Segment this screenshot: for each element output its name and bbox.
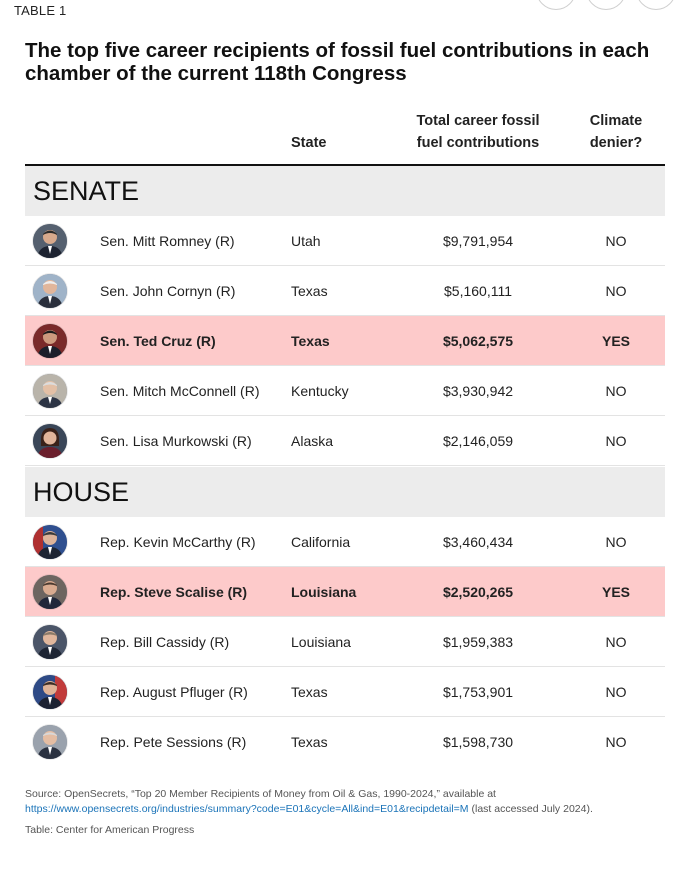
row-state: Texas — [291, 283, 328, 299]
row-state: Louisiana — [291, 584, 357, 600]
row-amount: $1,753,901 — [442, 684, 514, 700]
avatar — [33, 274, 67, 308]
column-header-denier-line2: denier? — [589, 135, 643, 151]
avatar — [33, 725, 67, 759]
avatar — [33, 575, 67, 609]
carousel-control[interactable] — [536, 0, 576, 10]
carousel-control[interactable] — [636, 0, 676, 10]
avatar — [33, 224, 67, 258]
table-row — [25, 416, 665, 466]
row-amount: $2,146,059 — [442, 433, 514, 449]
table-label: TABLE 1 — [14, 3, 67, 18]
source-line — [25, 802, 665, 817]
row-state: Utah — [291, 233, 321, 249]
row-denier: NO — [605, 634, 627, 650]
table-row-highlighted — [25, 316, 665, 366]
row-state: Kentucky — [291, 383, 349, 399]
column-header-state: State — [291, 135, 327, 151]
row-amount: $3,460,434 — [442, 534, 514, 550]
row-state: Texas — [291, 684, 328, 700]
row-amount: $3,930,942 — [442, 383, 514, 399]
column-header-total-line1: Total career fossil — [416, 113, 540, 129]
table-row — [25, 617, 665, 667]
row-name: Rep. Kevin McCarthy (R) — [100, 534, 256, 550]
row-amount: $1,598,730 — [442, 734, 514, 750]
table-row-highlighted — [25, 567, 665, 617]
column-header-total-line2: fuel contributions — [416, 135, 540, 151]
table-row — [25, 266, 665, 316]
avatar — [33, 374, 67, 408]
row-denier: NO — [605, 684, 627, 700]
section-senate: SENATE — [25, 166, 665, 216]
table-row — [25, 717, 665, 767]
row-name: Sen. John Cornyn (R) — [100, 283, 236, 299]
row-denier: NO — [605, 383, 627, 399]
source-text: Source: OpenSecrets, “Top 20 Member Recipients of Money from Oil & Gas, 1990-2024,” available at — [25, 788, 496, 800]
row-name: Sen. Ted Cruz (R) — [100, 333, 216, 349]
table-credit: Table: Center for American Progress — [25, 824, 195, 836]
carousel-control[interactable] — [586, 0, 626, 10]
row-denier: NO — [605, 433, 627, 449]
row-denier: YES — [601, 584, 630, 600]
row-name: Sen. Mitt Romney (R) — [100, 233, 235, 249]
column-header-denier — [577, 110, 655, 154]
avatar — [33, 625, 67, 659]
row-denier: NO — [605, 734, 627, 750]
source-accessed: (last accessed July 2024). — [471, 803, 593, 815]
row-denier: NO — [605, 283, 627, 299]
table-row — [25, 517, 665, 567]
table-title: The top five career recipients of fossil fuel contributions in each chamber of the current 118th Congress — [25, 39, 650, 85]
table-header — [25, 110, 665, 166]
row-state: California — [291, 534, 351, 550]
row-name: Rep. Steve Scalise (R) — [100, 584, 248, 600]
row-name: Rep. Pete Sessions (R) — [100, 734, 247, 750]
row-state: Louisiana — [291, 634, 351, 650]
avatar — [33, 424, 67, 458]
avatar — [33, 525, 67, 559]
row-name: Sen. Mitch McConnell (R) — [100, 383, 260, 399]
section-house: HOUSE — [25, 467, 665, 517]
row-amount: $9,791,954 — [442, 233, 514, 249]
row-amount: $2,520,265 — [442, 584, 514, 600]
row-denier: YES — [601, 333, 630, 349]
row-state: Texas — [291, 734, 328, 750]
row-name: Rep. Bill Cassidy (R) — [100, 634, 230, 650]
avatar — [33, 675, 67, 709]
row-name: Rep. August Pfluger (R) — [100, 684, 248, 700]
table-row — [25, 366, 665, 416]
column-header-total — [385, 110, 571, 154]
row-amount: $1,959,383 — [442, 634, 514, 650]
table-row — [25, 667, 665, 717]
row-state: Alaska — [291, 433, 334, 449]
row-name: Sen. Lisa Murkowski (R) — [100, 433, 252, 449]
row-state: Texas — [291, 333, 330, 349]
row-denier: NO — [605, 233, 627, 249]
row-amount: $5,160,111 — [444, 283, 512, 299]
source-link[interactable]: https://www.opensecrets.org/industries/summary?code=E01&cycle=All&ind=E01&recipdetail=M — [25, 803, 469, 815]
table-row — [25, 216, 665, 266]
row-denier: NO — [605, 534, 627, 550]
source-note — [25, 787, 665, 817]
row-amount: $5,062,575 — [442, 333, 514, 349]
column-header-denier-line1: Climate — [589, 113, 643, 129]
avatar — [33, 324, 67, 358]
